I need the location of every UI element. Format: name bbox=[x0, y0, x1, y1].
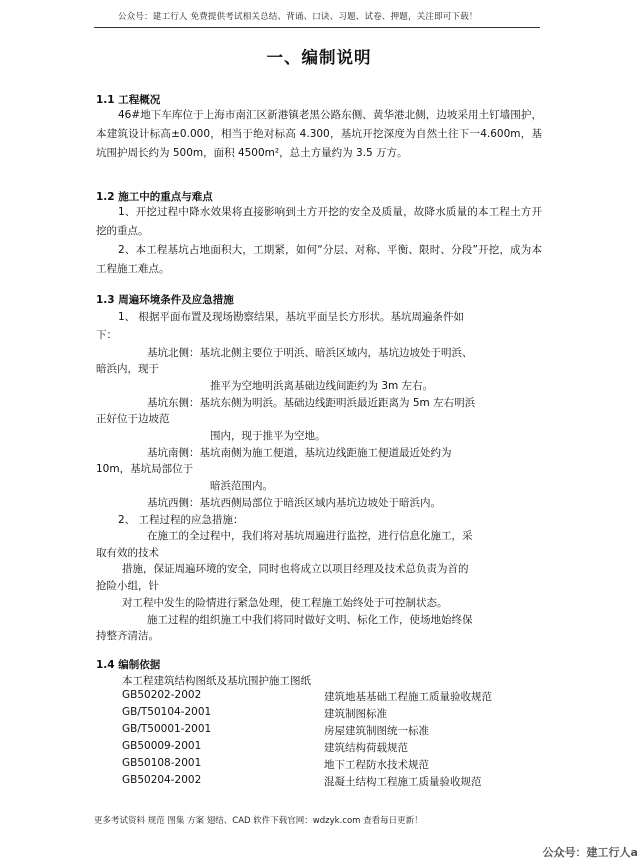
section-1-3-line: 10m，基坑局部位于 bbox=[96, 463, 194, 475]
reference-title: 混凝土结构工程施工质量验收规范 bbox=[324, 776, 482, 788]
section-1-3-line: 2、 工程过程的应急措施： bbox=[118, 514, 244, 526]
reference-title: 房屋建筑制图统一标准 bbox=[324, 725, 429, 737]
section-1-3-line: 抢险小组，针 bbox=[96, 580, 159, 592]
section-1-3-line: 推平为空地明浜离基础边线间距约为 3m 左右。 bbox=[210, 380, 434, 392]
section-heading-1-2: 1.2 施工中的重点与难点 bbox=[96, 191, 213, 203]
reference-code: GB50204-2002 bbox=[122, 774, 202, 786]
reference-code: GB50202-2002 bbox=[122, 689, 202, 701]
page-header-text: 公众号：建工行人 免费提供考试相关总结、背诵、口诀、习题、试卷、押题，关注即可下载！ bbox=[118, 12, 478, 22]
section-1-3-line: 下： bbox=[96, 329, 117, 341]
section-heading-1-4: 1.4 编制依据 bbox=[96, 659, 161, 671]
reference-title: 地下工程防水技术规范 bbox=[324, 759, 429, 771]
section-1-2-paragraph-1: 1、开挖过程中降水效果将直接影响到土方开挖的安全及质量，故降水质量的本工程土方开挖的重点。 bbox=[96, 206, 542, 237]
references-intro: 本工程建筑结构图纸及基坑围护施工图纸 bbox=[122, 675, 311, 687]
section-1-3-line: 围内，现于推平为空地。 bbox=[210, 430, 326, 442]
section-heading-1-3: 1.3 周遍环境条件及应急措施 bbox=[96, 294, 234, 306]
section-1-3-line: 措施，保证周遍环境的安全，同时也将成立以项目经理及技术总负责为首的 bbox=[122, 563, 469, 575]
reference-title: 建筑地基基础工程施工质量验收规范 bbox=[324, 691, 492, 703]
section-1-3-line: 暗浜内，现于 bbox=[96, 363, 159, 375]
reference-code: GB/T50001-2001 bbox=[122, 723, 212, 735]
page-title: 一、编制说明 bbox=[266, 48, 372, 67]
section-1-3-line: 施工过程的组织施工中我们将同时做好文明、标化工作，使场地始终保 bbox=[147, 614, 473, 626]
watermark-text: 公众号：建工行人a bbox=[542, 846, 638, 859]
section-1-3-line: 正好位于边坡范 bbox=[96, 413, 170, 425]
section-1-3-line: 在施工的全过程中，我们将对基坑周遍进行监控，进行信息化施工，采 bbox=[147, 530, 473, 542]
section-1-3-line: 基坑西侧：基坑西侧局部位于暗浜区域内基坑边坡处于暗浜内。 bbox=[147, 497, 441, 509]
reference-code: GB50108-2001 bbox=[122, 757, 202, 769]
section-1-3-line: 持整齐清洁。 bbox=[96, 630, 159, 642]
reference-title: 建筑制图标准 bbox=[324, 708, 387, 720]
section-1-1-paragraph: 46#地下车库位于上海市南汇区新港镇老黑公路东侧、黄华港北侧，边坡采用土钉墙围护，本建筑设计标高±0.000，相当于绝对标高 4.300，基坑开挖深度为自然土往下一4.600m，基坑围护周长约为 500m，面积 4500m²，总土方量约为 3.5 万方。 bbox=[96, 109, 542, 159]
reference-code: GB/T50104-2001 bbox=[122, 706, 212, 718]
reference-list bbox=[0, 689, 638, 799]
section-1-3-line: 1、 根据平面布置及现场勘察结果，基坑平面呈长方形状。基坑周遍条件如 bbox=[118, 311, 465, 323]
reference-code: GB50009-2001 bbox=[122, 740, 202, 752]
section-1-3-line: 基坑东侧：基坑东侧为明浜。基础边线距明浜最近距离为 5m 左右明浜 bbox=[147, 397, 476, 409]
reference-title: 建筑结构荷载规范 bbox=[324, 742, 408, 754]
header-divider bbox=[94, 27, 540, 28]
section-1-3-line: 基坑南侧：基坑南侧为施工便道，基坑边线距施工便道最近处约为 bbox=[147, 447, 452, 459]
section-heading-1-1: 1.1 工程概况 bbox=[96, 94, 161, 106]
section-1-3-line: 对工程中发生的险情进行紧急处理，使工程施工始终处于可控制状态。 bbox=[122, 597, 448, 609]
section-1-3-line: 基坑北侧：基坑北侧主要位于明浜、暗浜区域内，基坑边坡处于明浜、 bbox=[147, 347, 473, 359]
section-1-3-line: 取有效的技术 bbox=[96, 547, 159, 559]
page-footer-text: 更多考试资料 规范 图集 方案 翅结、CAD 软件下载官网：wdzyk.com 查看每日更新！ bbox=[94, 816, 423, 826]
section-1-2-paragraph-2: 2、本工程基坑占地面积大，工期紧，如何“分层、对称、平衡、限时、分段”开挖，成为本工程施工难点。 bbox=[96, 244, 542, 275]
section-1-3-line: 暗浜范围内。 bbox=[210, 480, 273, 492]
